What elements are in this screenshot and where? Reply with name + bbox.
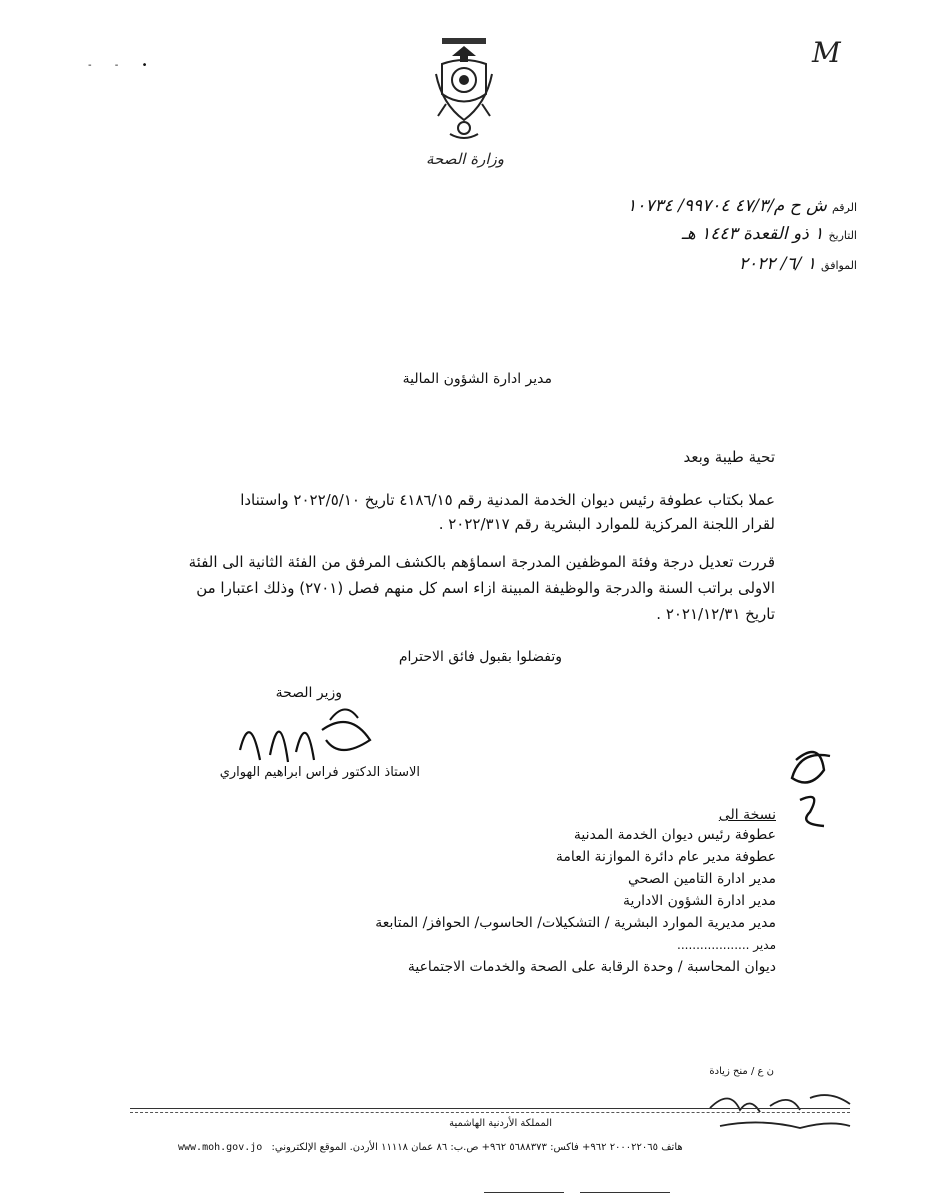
reference-date-row — [497, 224, 857, 244]
closing: وتفضلوا بقبول فائق الاحترام — [398, 649, 562, 665]
copies-item: مدير ادارة التامين الصحي — [628, 871, 776, 887]
reference-date-label: التاريخ — [828, 229, 857, 242]
reference-corresponding-label: الموافق — [821, 259, 857, 272]
bottom-edge-mark — [580, 1192, 670, 1193]
copies-item: مدير ادارة الشؤون الادارية — [622, 893, 776, 909]
copies-item: مدير مديرية الموارد البشرية / التشكيلات/ الحاسوب/ الحوافز/ المتابعة — [375, 915, 776, 931]
copies-item: مدير ................... — [677, 938, 776, 952]
copies-heading: نسخة الى — [718, 807, 776, 823]
top-left-marks: - - • — [88, 60, 158, 71]
footer-rule-top — [130, 1108, 850, 1109]
paragraph-1-line: لقرار اللجنة المركزية للموارد البشرية رقم ٢٠٢٢/٣١٧ . — [438, 515, 775, 533]
signature-title: وزير الصحة — [275, 685, 342, 701]
reference-number-row — [497, 196, 857, 216]
paragraph-2-line: قررت تعديل درجة وفئة الموظفين المدرجة اسماؤهم بالكشف المرفق من الفئة الثانية الى الفئة — [188, 553, 775, 571]
paragraph-2-line: تاريخ ٢٠٢١/١٢/٣١ . — [656, 605, 775, 623]
coat-of-arms-emblem — [432, 34, 496, 144]
reference-date-value: ١ ذو القعدة ١٤٤٣ هـ — [681, 224, 824, 244]
footer-website[interactable]: www.moh.gov.jo — [178, 1142, 263, 1153]
footer-initials: ن ع / منح زيادة — [709, 1066, 774, 1077]
signatory-name: الاستاذ الدكتور فراس ابراهيم الهواري — [219, 765, 420, 780]
reference-number-value: ش ح م/٤٧/٣ ٩٩٧٠٤/ ١٠٧٣٤ — [627, 196, 827, 216]
handwritten-signature — [230, 690, 380, 770]
reference-corresponding-value: ١ /٦/ ٢٠٢٢ — [738, 254, 816, 274]
footer-contact: هاتف ٢٠٠٠٢٢٠٦٥ ٩٦٢+ فاكس: ٥٦٨٨٣٧٣ ٩٦٢+ ص.ب: ٨٦ عمان ١١١١٨ الأردن. الموقع الإلكتروني: — [271, 1142, 683, 1153]
paragraph-2-line: الاولى براتب السنة والدرجة والوظيفة المبينة ازاء اسم كل منهم فصل (٢٧٠١) وذلك اعتبارا من — [196, 579, 775, 597]
addressee: مدير ادارة الشؤون المالية — [402, 371, 552, 387]
paragraph-1-line: عملا بكتاب عطوفة رئيس ديوان الخدمة المدنية رقم ٤١٨٦/١٥ تاريخ ٢٠٢٢/٥/١٠ واستنادا — [240, 491, 775, 509]
handwritten-initials — [780, 740, 840, 840]
corner-handwritten-mark: M — [812, 36, 841, 69]
copies-item: عطوفة رئيس ديوان الخدمة المدنية — [573, 827, 776, 843]
copies-item: ديوان المحاسبة / وحدة الرقابة على الصحة والخدمات الاجتماعية — [407, 959, 776, 975]
copies-list — [340, 826, 776, 976]
bottom-edge-mark — [484, 1192, 564, 1193]
footer-rule-dotted — [130, 1112, 850, 1113]
footer-kingdom: المملكة الأردنية الهاشمية — [449, 1118, 552, 1129]
footer-handwritten-note — [700, 1088, 860, 1134]
reference-number-label: الرقم — [831, 201, 857, 214]
footer-contact-line — [178, 1142, 828, 1153]
paragraph-2 — [160, 552, 775, 624]
greeting: تحية طيبة وبعد — [683, 448, 775, 466]
copies-item: عطوفة مدير عام دائرة الموازنة العامة — [555, 849, 776, 865]
paragraph-1 — [170, 490, 775, 534]
reference-corresponding-row — [497, 254, 857, 274]
ministry-name: وزارة الصحة — [426, 150, 504, 168]
